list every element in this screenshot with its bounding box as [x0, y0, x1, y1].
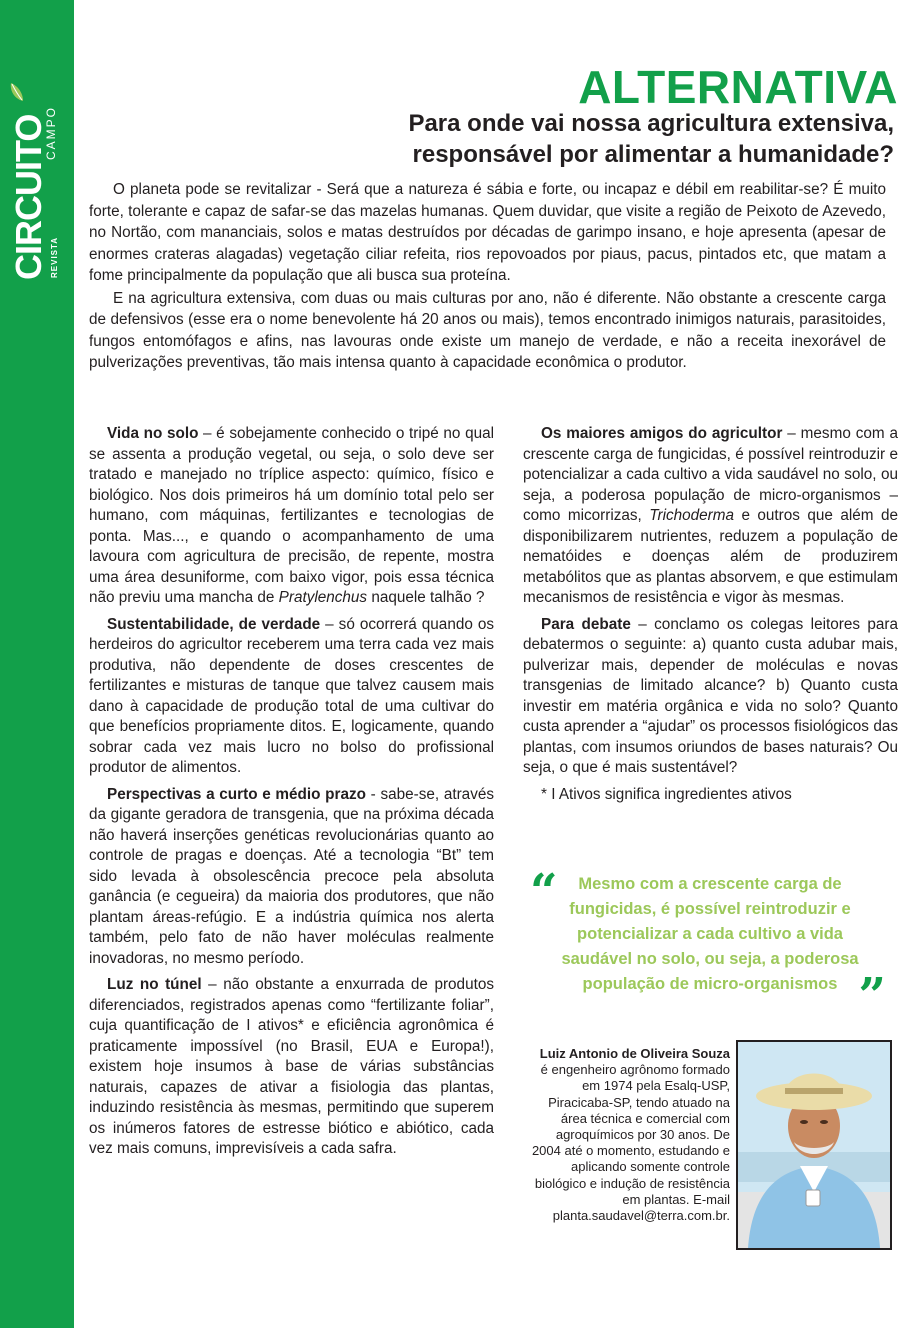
right-column	[523, 424, 898, 811]
green-sidebar	[0, 0, 74, 1328]
pull-quote	[530, 864, 890, 1024]
text-amigos-b: e outros que além de disponibilizarem nutrientes, reduzem a população de nematóides e doenças além de produzirem metabólitos que as plantas absorvem, e que estimulam mecanismos de resistência e vigor às mesmas.	[523, 507, 899, 606]
paragraph-para-debate	[523, 615, 898, 779]
paragraph-vida-no-solo	[89, 424, 494, 609]
text-vida-b: naquele talhão ?	[367, 589, 485, 606]
open-quote-icon: “	[530, 864, 558, 920]
text-sustentabilidade: – só ocorrerá quando os herdeiros do agricultor receberem uma terra cada vez mais produtiva, não dependente de doses crescentes de fertilizantes e misturas de tanque que talvez causem mais dano à capacidade de produção total de uma cultivar do que benefícios propriamente ditos. E, logicamente, quando sobrar cada vez mais lucro no bolso do profissional produtor de alimentos.	[89, 615, 494, 776]
paragraph-luz-no-tunel	[89, 975, 494, 1160]
paragraph-perspectivas	[89, 785, 494, 970]
author-photo	[736, 1040, 892, 1250]
leaf-icon	[10, 82, 24, 102]
author-bio	[530, 1046, 730, 1224]
close-quote-icon: ”	[858, 968, 886, 1024]
text-para-debate: – conclamo os colegas leitores para debatermos o seguinte: a) quanto custa adubar mais, pulverizar mais, depender de moléculas e novas transgenias de limitado alcance? b) Quanto custa investir em matéria orgânica e vida no solo? Quanto custa aprender a “ajudar” os processos fisiológicos das plantas, com insumos oriundos de bases naturais? Ou seja, o que é mais sustentável?	[523, 615, 898, 776]
heading-vida-no-solo: Vida no solo	[107, 425, 199, 442]
subtitle-line-2: responsável por alimentar a humanidade?	[412, 141, 894, 168]
subtitle-line-1: Para onde vai nossa agricultura extensiva,	[408, 110, 894, 137]
author-portrait-image	[738, 1042, 890, 1248]
text-trichoderma: Trichoderma	[649, 507, 734, 524]
heading-para-debate: Para debate	[541, 615, 631, 633]
footnote: * I Ativos significa ingredientes ativos	[541, 785, 792, 803]
intro-paragraph-1: O planeta pode se revitalizar - Será que a natureza é sábia e forte, ou incapaz e débil em reabilitar-se? É muito forte, tolerante e capaz de safar-se das mazelas humanas. Quem duvidar, que visite a região de Peixoto de Azevedo, no Nortão, com mananciais, solos e matas destruídos por décadas de garimpo insano, e hoje apresenta (apesar de enormes crateras alagadas) vegetação ciliar refeita, rios repovoados por piaus, pacus, pintados etc, que matam a fome principalmente da população que ali busca sua proteína.	[89, 181, 886, 284]
heading-maiores-amigos: Os maiores amigos do agricultor	[541, 425, 783, 442]
author-bio-text: é engenheiro agrônomo formado em 1974 pela Esalq-USP, Piracicaba-SP, tendo atuado na área técnica e comercial com agroquímicos por 30 anos. De 2004 até o momento, estudando e aplicando somente controle biológico e indução de resistência em plantas. E-mail planta.saudavel@terra.com.br.	[531, 1062, 730, 1224]
intro-text	[89, 179, 886, 375]
pull-quote-text: Mesmo com a crescente carga de fungicidas, é possível reintroduzir e potencializar a cada cultivo a vida saudável no solo, ou seja, a poderosa população de micro-organismos	[561, 875, 859, 993]
text-vida-a: – é sobejamente conhecido o tripé no qual se assenta a produção vegetal, ou seja, o solo deve ser tratado e manejado no tríplice aspecto: químico, físico e biológico. Nos dois primeiros há um domínio total pelo ser humano, com máquinas, fertilizantes e tecnologias de ponta. Mas..., e quando o acompanhamento de uma lavoura com agricultura de precisão, de repente, mostra uma área desuniforme, com baixo vigor, pois essa técnica não previu uma mancha de	[89, 425, 494, 606]
article-subtitle	[334, 108, 894, 170]
text-perspectivas: - sabe-se, através da gigante geradora de transgenia, que na próxima década não haverá inserções genéticas revolucionárias quanto ao controle de pragas e doenças. Até a tecnologia “Bt” tem sido levada à obsolescência precoce pela absoluta ganância (e cegueira) da maioria dos produtores, que não plantam áreas-refúgio. E a indústria química nos alerta também, pelo fato de não haver moléculas realmente inovadoras, no mesmo período.	[89, 785, 494, 967]
paragraph-sustentabilidade	[89, 615, 494, 779]
magazine-logo	[8, 70, 66, 280]
logo-campo-text: CAMPO	[44, 105, 58, 160]
intro-paragraph-2: E na agricultura extensiva, com duas ou mais culturas por ano, não é diferente. Não obstante a crescente carga de defensivos (esse era o nome benevolente há 20 anos ou mais), temos encontrado inimigos naturais, parasitoides, fungos entomófagos e afins, nas lavouras onde existe um manejo de verdade, e não a receita inexorável de pulverizações preventivas, tão mais intensa quanto à capacidade econômica o produtor.	[89, 289, 886, 371]
left-column	[89, 424, 494, 1166]
section-title: ALTERNATIVA	[578, 61, 898, 113]
heading-sustentabilidade: Sustentabilidade, de verdade	[107, 615, 321, 633]
heading-perspectivas: Perspectivas a curto e médio prazo	[107, 785, 366, 803]
author-name: Luiz Antonio de Oliveira Souza	[539, 1046, 730, 1061]
logo-circuito-text: CIRCUITO	[8, 114, 49, 280]
logo-revista-text: REVISTA	[50, 236, 59, 278]
text-amigos-a: – mesmo com a crescente carga de fungicidas, é possível reintroduzir e potencializar a cada cultivo a vida saudável no solo, ou seja, a poderosa população de micro-organismos – como micorrizas,	[523, 425, 898, 524]
heading-luz-no-tunel: Luz no túnel	[107, 976, 202, 993]
text-pratylenchus: Pratylenchus	[278, 589, 368, 606]
paragraph-maiores-amigos	[523, 424, 898, 609]
text-luz-no-tunel: – não obstante a enxurrada de produtos diferenciados, registrados apenas como “fertilizante foliar”, cuja quantificação de I ativos* e eficiência agronômica é praticamente impossível (no Brasil, EUA e Europa!), existem hoje insumos à base de várias substâncias naturais, capazes de ativar a fisiologia das plantas, induzindo resistência às mesmas, permitindo que superem os inúmeros fatores de estresse biótico e abiótico, cada vez mais comuns, imprevisíveis a cada safra.	[89, 976, 494, 1157]
